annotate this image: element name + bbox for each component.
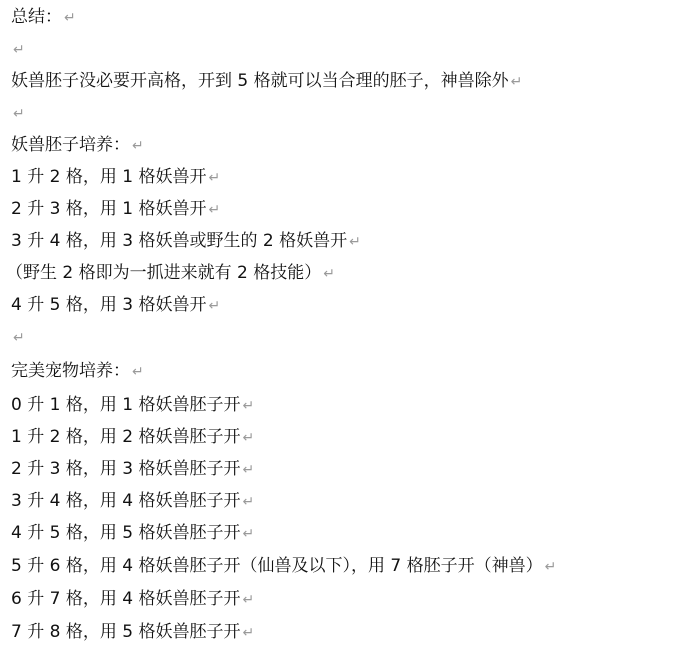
list-note xyxy=(6,260,335,286)
line-text: 1 升 2 格，用 2 格妖兽胚子开 xyxy=(11,427,241,447)
paragraph-mark-icon: ↵ xyxy=(510,74,523,90)
paragraph-mark-icon: ↵ xyxy=(208,298,221,314)
paragraph-mark-icon: ↵ xyxy=(132,138,144,154)
paragraph-mark-icon: ↵ xyxy=(242,398,255,414)
list-item xyxy=(11,586,254,612)
paragraph-mark-icon: ↵ xyxy=(242,462,255,478)
line-text: 4 升 5 格，用 3 格妖兽开 xyxy=(11,295,207,315)
empty-line xyxy=(11,324,25,350)
line-text: 0 升 1 格，用 1 格妖兽胚子开 xyxy=(11,395,241,415)
paragraph-mark-icon: ↵ xyxy=(64,10,76,26)
paragraph-mark-icon: ↵ xyxy=(208,202,221,218)
paragraph-mark-icon: ↵ xyxy=(242,430,255,446)
perfect-pet-heading xyxy=(11,358,144,384)
summary-heading xyxy=(11,4,76,30)
line-text: 总结： xyxy=(11,7,62,27)
list-item xyxy=(11,520,254,546)
paragraph-mark-icon: ↵ xyxy=(13,42,25,58)
line-text: 5 升 6 格，用 4 格妖兽胚子开（仙兽及以下），用 7 格胚子开（神兽） xyxy=(11,556,543,576)
line-text: （野生 2 格即为一抓进来就有 2 格技能） xyxy=(6,263,322,283)
list-item xyxy=(11,292,220,318)
line-text: 7 升 8 格，用 5 格妖兽胚子开 xyxy=(11,622,241,642)
paragraph-mark-icon: ↵ xyxy=(242,592,255,608)
paragraph-mark-icon: ↵ xyxy=(13,330,25,346)
line-text: 1 升 2 格，用 1 格妖兽开 xyxy=(11,167,207,187)
line-text: 妖兽胚子没必要开高格，开到 5 格就可以当合理的胚子，神兽除外 xyxy=(11,71,509,91)
list-item xyxy=(11,228,361,254)
list-item xyxy=(11,488,254,514)
line-text: 6 升 7 格，用 4 格妖兽胚子开 xyxy=(11,589,241,609)
summary-text xyxy=(11,68,522,94)
list-item xyxy=(11,619,254,645)
line-text: 2 升 3 格，用 1 格妖兽开 xyxy=(11,199,207,219)
paragraph-mark-icon: ↵ xyxy=(242,526,255,542)
line-text: 妖兽胚子培养： xyxy=(11,135,130,155)
list-item xyxy=(11,553,556,579)
list-item xyxy=(11,164,220,190)
line-text: 4 升 5 格，用 5 格妖兽胚子开 xyxy=(11,523,241,543)
paragraph-mark-icon: ↵ xyxy=(208,170,221,186)
paragraph-mark-icon: ↵ xyxy=(242,625,255,641)
list-item xyxy=(11,196,220,222)
list-item xyxy=(11,392,254,418)
empty-line xyxy=(11,100,25,126)
empty-line xyxy=(11,36,25,62)
paragraph-mark-icon: ↵ xyxy=(323,266,335,282)
line-text: 3 升 4 格，用 3 格妖兽或野生的 2 格妖兽开 xyxy=(11,231,348,251)
embryo-training-heading xyxy=(11,132,144,158)
paragraph-mark-icon: ↵ xyxy=(349,234,361,250)
line-text: 2 升 3 格，用 3 格妖兽胚子开 xyxy=(11,459,241,479)
list-item xyxy=(11,456,254,482)
paragraph-mark-icon: ↵ xyxy=(544,559,557,575)
list-item xyxy=(11,424,254,450)
paragraph-mark-icon: ↵ xyxy=(132,364,144,380)
line-text: 3 升 4 格，用 4 格妖兽胚子开 xyxy=(11,491,241,511)
paragraph-mark-icon: ↵ xyxy=(242,494,255,510)
line-text: 完美宠物培养： xyxy=(11,361,130,381)
paragraph-mark-icon: ↵ xyxy=(13,106,25,122)
